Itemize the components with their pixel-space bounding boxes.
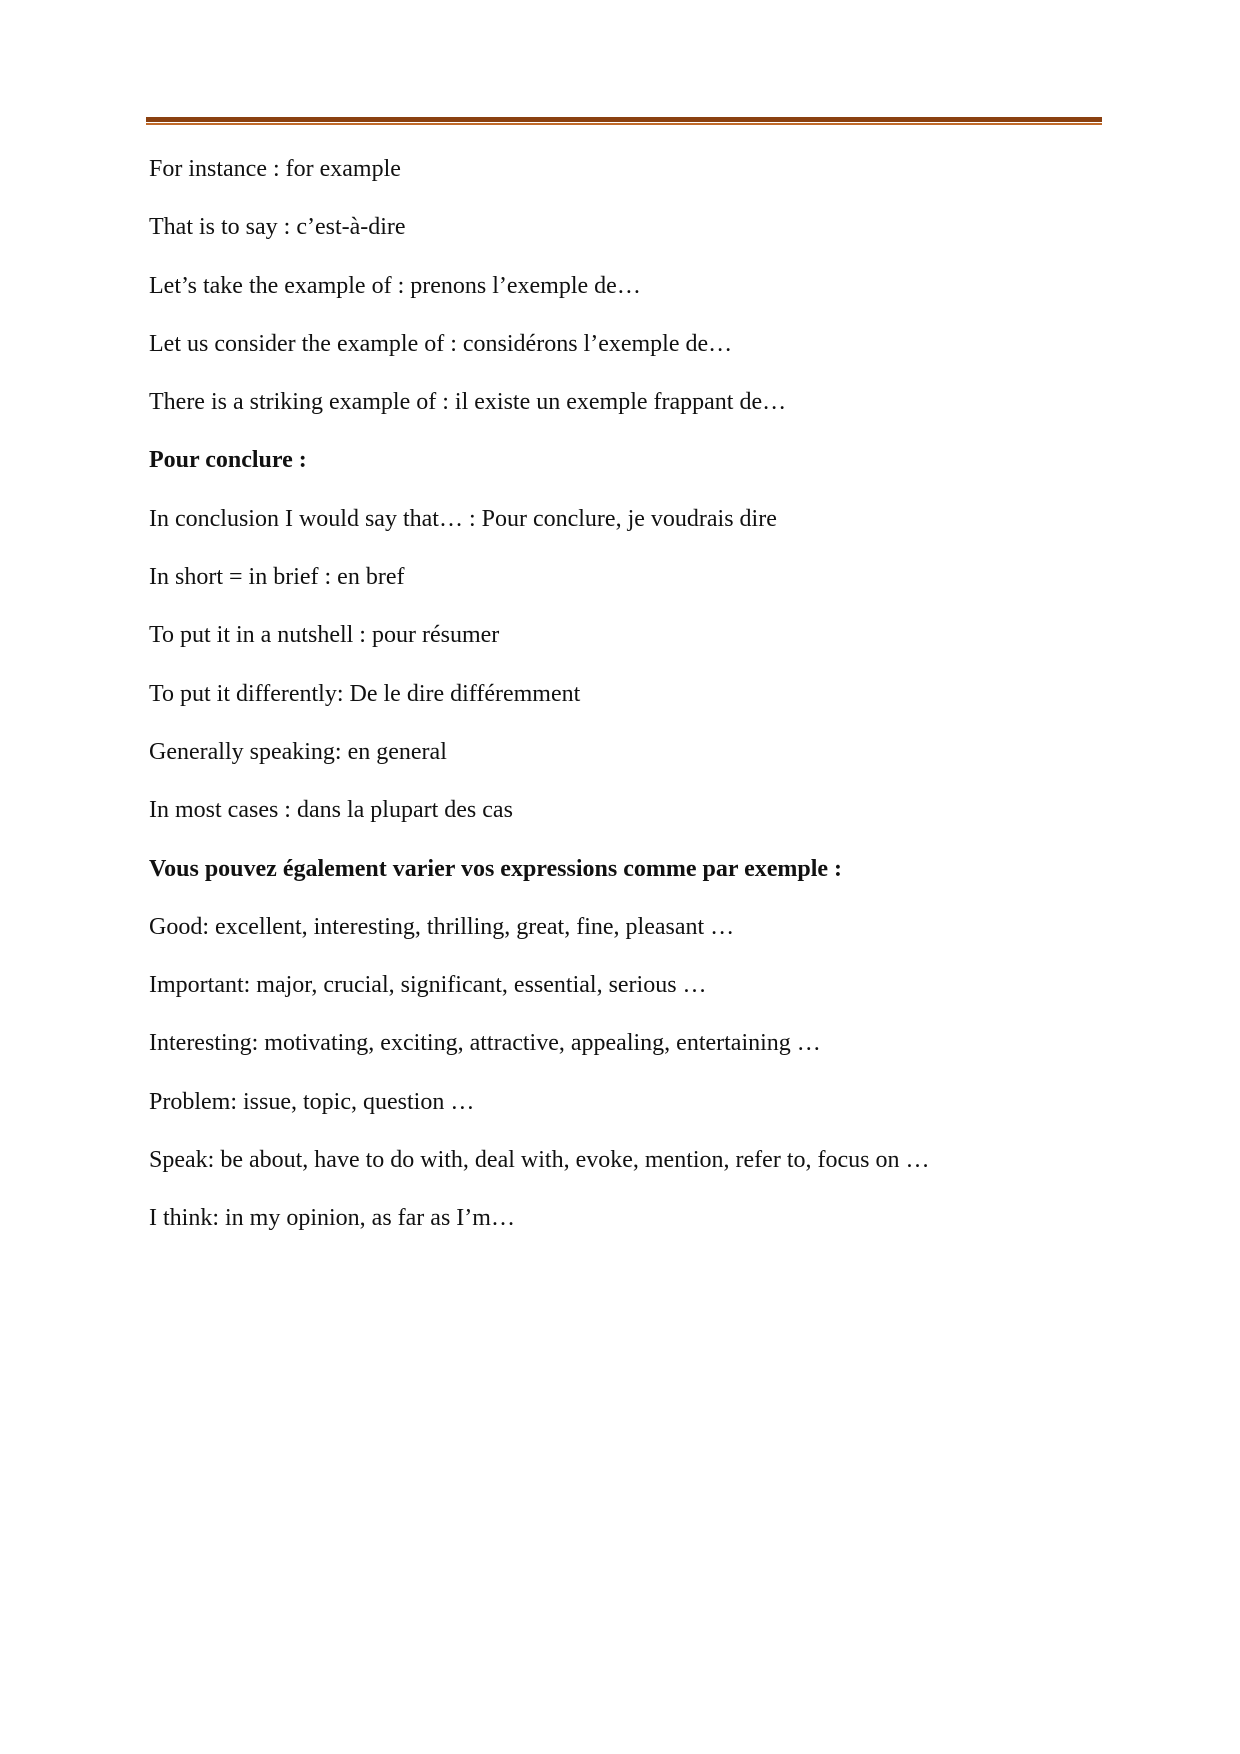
- text-line: In short = in brief : en bref: [149, 564, 405, 591]
- text-line: In most cases : dans la plupart des cas: [149, 797, 513, 824]
- header-rule-thin: [146, 123, 1102, 125]
- text-line: There is a striking example of : il existe un exemple frappant de…: [149, 389, 787, 416]
- text-line: Let’s take the example of : prenons l’exemple de…: [149, 272, 641, 299]
- text-line: Good: excellent, interesting, thrilling, great, fine, pleasant …: [149, 913, 735, 940]
- text-line: Generally speaking: en general: [149, 738, 447, 765]
- text-line: For instance : for example: [149, 156, 401, 182]
- text-line: To put it differently: De le dire différemment: [149, 680, 581, 707]
- text-line: To put it in a nutshell : pour résumer: [149, 622, 500, 649]
- text-line: I think: in my opinion, as far as I’m…: [149, 1205, 515, 1232]
- section-heading-conclure: Pour conclure :: [149, 447, 307, 474]
- text-line: Let us consider the example of : considérons l’exemple de…: [149, 330, 733, 357]
- text-line: Important: major, crucial, significant, essential, serious …: [149, 972, 707, 999]
- text-line: Speak: be about, have to do with, deal with, evoke, mention, refer to, focus on …: [149, 1147, 930, 1174]
- document-body: [149, 150, 1109, 1258]
- header-rule: [146, 117, 1102, 125]
- text-line: That is to say : c’est-à-dire: [149, 214, 406, 241]
- section-heading-varier: Vous pouvez également varier vos expressions comme par exemple :: [149, 855, 843, 882]
- header-rule-thick: [146, 117, 1102, 122]
- text-line: Interesting: motivating, exciting, attractive, appealing, entertaining …: [149, 1030, 821, 1057]
- text-line: In conclusion I would say that… : Pour conclure, je voudrais dire: [149, 505, 777, 532]
- text-line: Problem: issue, topic, question …: [149, 1088, 475, 1115]
